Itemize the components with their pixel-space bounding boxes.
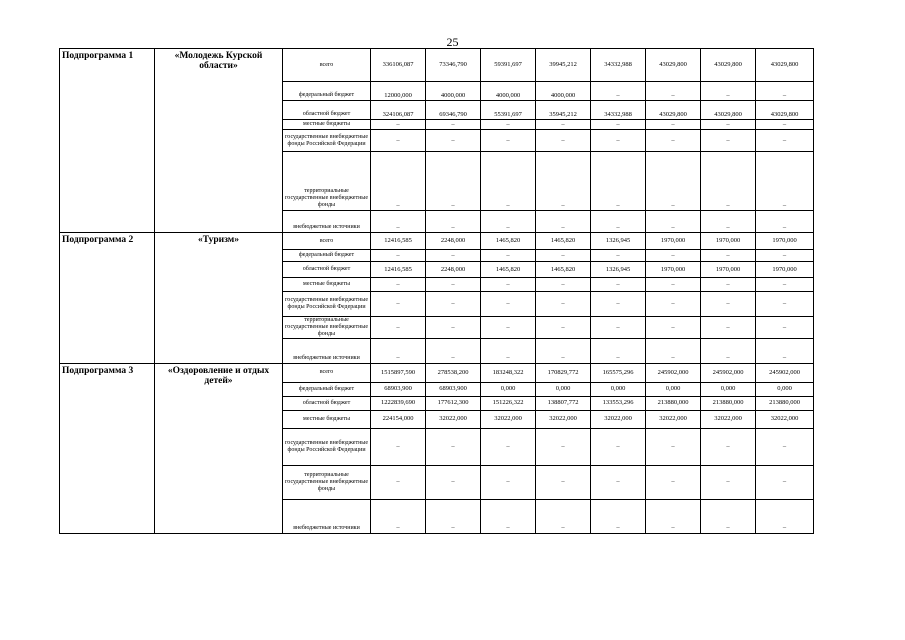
table-cell: – xyxy=(756,465,814,499)
subprogram-label: Подпрограмма 2 xyxy=(60,233,155,364)
funding-source: областной бюджет xyxy=(283,396,371,410)
table-cell: – xyxy=(701,465,756,499)
table-cell: – xyxy=(646,317,701,339)
table-cell: – xyxy=(426,211,481,233)
table-cell: 324106,087 xyxy=(371,101,426,120)
funding-source: местные бюджеты xyxy=(283,410,371,428)
budget-table xyxy=(59,48,814,534)
table-cell: 1465,820 xyxy=(536,233,591,250)
table-cell: 32022,000 xyxy=(426,410,481,428)
table-cell: – xyxy=(701,82,756,101)
table-cell: – xyxy=(481,428,536,465)
table-cell: – xyxy=(701,152,756,211)
table-cell: – xyxy=(426,317,481,339)
table-cell: – xyxy=(591,317,646,339)
table-cell: – xyxy=(756,152,814,211)
table-cell: 245902,000 xyxy=(646,363,701,382)
table-cell: – xyxy=(756,317,814,339)
table-cell: – xyxy=(756,338,814,363)
table-cell: – xyxy=(426,465,481,499)
table-cell: – xyxy=(646,130,701,152)
funding-source: территориальные государственные внебюджетные фонды xyxy=(283,317,371,339)
table-cell: – xyxy=(646,338,701,363)
funding-source: федеральный бюджет xyxy=(283,250,371,262)
table-cell: 32022,000 xyxy=(701,410,756,428)
table-cell: – xyxy=(536,120,591,130)
table-cell: 0,000 xyxy=(481,382,536,396)
table-cell: – xyxy=(591,211,646,233)
table-cell: – xyxy=(646,278,701,292)
table-cell: – xyxy=(591,82,646,101)
table-cell: – xyxy=(426,152,481,211)
table-cell: 32022,000 xyxy=(646,410,701,428)
table-row xyxy=(60,233,814,250)
table-cell: 213880,000 xyxy=(646,396,701,410)
table-cell: – xyxy=(536,292,591,317)
table-cell: – xyxy=(646,428,701,465)
table-cell: – xyxy=(536,499,591,533)
table-cell: – xyxy=(591,250,646,262)
table-cell: 336106,087 xyxy=(371,49,426,82)
table-cell: 0,000 xyxy=(701,382,756,396)
table-cell: 1465,820 xyxy=(481,233,536,250)
table-cell: – xyxy=(756,292,814,317)
table-cell: – xyxy=(701,130,756,152)
table-row xyxy=(60,363,814,382)
table-cell: – xyxy=(371,250,426,262)
table-cell: – xyxy=(481,499,536,533)
table-cell: 1326,945 xyxy=(591,233,646,250)
table-cell: 68903,900 xyxy=(426,382,481,396)
table-cell: – xyxy=(591,130,646,152)
funding-source: областной бюджет xyxy=(283,262,371,278)
table-cell: – xyxy=(646,465,701,499)
table-cell: 43029,800 xyxy=(756,101,814,120)
table-cell: – xyxy=(591,120,646,130)
table-cell: 4000,000 xyxy=(426,82,481,101)
table-cell: 73346,790 xyxy=(426,49,481,82)
table-cell: 69346,790 xyxy=(426,101,481,120)
table-cell: – xyxy=(591,292,646,317)
table-cell: – xyxy=(481,250,536,262)
table-cell: 59391,697 xyxy=(481,49,536,82)
table-cell: 68903,900 xyxy=(371,382,426,396)
table-cell: – xyxy=(371,211,426,233)
funding-source: внебюджетные источники xyxy=(283,211,371,233)
table-cell: – xyxy=(371,428,426,465)
table-cell: 0,000 xyxy=(536,382,591,396)
funding-source: местные бюджеты xyxy=(283,278,371,292)
table-cell: 133553,296 xyxy=(591,396,646,410)
table-cell: 32022,000 xyxy=(536,410,591,428)
table-cell: – xyxy=(701,428,756,465)
table-cell: – xyxy=(426,292,481,317)
table-cell: – xyxy=(646,120,701,130)
table-cell: – xyxy=(701,250,756,262)
subprogram-title: «Молодежь Курской области» xyxy=(155,49,283,233)
table-cell: – xyxy=(591,152,646,211)
table-cell: 177612,300 xyxy=(426,396,481,410)
table-cell: – xyxy=(536,428,591,465)
table-cell: – xyxy=(426,250,481,262)
table-cell: – xyxy=(481,292,536,317)
table-cell: 138807,772 xyxy=(536,396,591,410)
table-cell: – xyxy=(591,278,646,292)
table-cell: – xyxy=(646,211,701,233)
table-cell: – xyxy=(371,278,426,292)
table-cell: – xyxy=(756,428,814,465)
table-cell: 1970,000 xyxy=(646,262,701,278)
table-cell: 43029,800 xyxy=(646,49,701,82)
funding-source: федеральный бюджет xyxy=(283,82,371,101)
funding-source: всего xyxy=(283,363,371,382)
table-cell: – xyxy=(536,211,591,233)
table-cell: 12416,585 xyxy=(371,262,426,278)
table-cell: 1465,820 xyxy=(536,262,591,278)
table-cell: – xyxy=(646,152,701,211)
table-cell: 2248,000 xyxy=(426,233,481,250)
table-cell: – xyxy=(701,292,756,317)
table-cell: 213880,000 xyxy=(701,396,756,410)
table-cell: – xyxy=(646,250,701,262)
table-cell: – xyxy=(536,152,591,211)
table-cell: 0,000 xyxy=(756,382,814,396)
table-cell: – xyxy=(371,499,426,533)
table-cell: 32022,000 xyxy=(756,410,814,428)
table-cell: 245902,000 xyxy=(756,363,814,382)
table-cell: – xyxy=(536,250,591,262)
table-cell: 170829,772 xyxy=(536,363,591,382)
table-cell: 1222839,690 xyxy=(371,396,426,410)
funding-source: внебюджетные источники xyxy=(283,499,371,533)
funding-source: территориальные государственные внебюджетные фонды xyxy=(283,465,371,499)
table-cell: 43029,800 xyxy=(701,49,756,82)
table-cell: – xyxy=(591,465,646,499)
table-cell: – xyxy=(536,317,591,339)
table-cell: 43029,800 xyxy=(756,49,814,82)
table-cell: 1970,000 xyxy=(646,233,701,250)
table-cell: – xyxy=(756,130,814,152)
funding-source: государственные внебюджетные фонды Российской Федерации xyxy=(283,428,371,465)
table-cell: – xyxy=(701,120,756,130)
table-cell: – xyxy=(536,465,591,499)
table-cell: 12000,000 xyxy=(371,82,426,101)
funding-source: федеральный бюджет xyxy=(283,382,371,396)
table-cell: 4000,000 xyxy=(536,82,591,101)
table-cell: – xyxy=(481,465,536,499)
funding-source: государственные внебюджетные фонды Российской Федерации xyxy=(283,292,371,317)
table-cell: 43029,800 xyxy=(701,101,756,120)
table-cell: – xyxy=(481,120,536,130)
table-cell: 1326,945 xyxy=(591,262,646,278)
page-number: 25 xyxy=(446,35,459,49)
table-row xyxy=(60,49,814,82)
table-cell: – xyxy=(756,82,814,101)
table-cell: – xyxy=(591,499,646,533)
table-cell: – xyxy=(536,338,591,363)
table-cell: – xyxy=(426,130,481,152)
subprogram-title: «Туризм» xyxy=(155,233,283,364)
table-cell: 43029,800 xyxy=(646,101,701,120)
funding-source: местные бюджеты xyxy=(283,120,371,130)
table-cell: 1970,000 xyxy=(756,233,814,250)
table-cell: – xyxy=(481,278,536,292)
table-cell: – xyxy=(536,278,591,292)
table-cell: – xyxy=(371,317,426,339)
table-cell: – xyxy=(701,317,756,339)
table-cell: 151226,322 xyxy=(481,396,536,410)
table-cell: – xyxy=(646,499,701,533)
table-cell: – xyxy=(756,278,814,292)
table-cell: 165575,296 xyxy=(591,363,646,382)
table-cell: – xyxy=(426,120,481,130)
table-cell: 12416,585 xyxy=(371,233,426,250)
table-cell: – xyxy=(426,338,481,363)
table-cell: 32022,000 xyxy=(481,410,536,428)
table-cell: – xyxy=(481,130,536,152)
table-cell: 0,000 xyxy=(646,382,701,396)
table-cell: – xyxy=(756,120,814,130)
table-cell: 183248,322 xyxy=(481,363,536,382)
table-cell: 35945,212 xyxy=(536,101,591,120)
table-cell: 1465,820 xyxy=(481,262,536,278)
table-cell: 213880,000 xyxy=(756,396,814,410)
table-cell: – xyxy=(701,338,756,363)
table-cell: – xyxy=(756,250,814,262)
table-cell: – xyxy=(371,152,426,211)
subprogram-label: Подпрограмма 1 xyxy=(60,49,155,233)
table-cell: 278538,200 xyxy=(426,363,481,382)
table-cell: – xyxy=(426,428,481,465)
table-cell: – xyxy=(646,292,701,317)
table-cell: 0,000 xyxy=(591,382,646,396)
table-cell: – xyxy=(426,499,481,533)
table-cell: 34332,988 xyxy=(591,49,646,82)
table-cell: – xyxy=(646,82,701,101)
table-cell: 39945,212 xyxy=(536,49,591,82)
funding-source: всего xyxy=(283,49,371,82)
table-cell: – xyxy=(481,317,536,339)
table-cell: 245902,000 xyxy=(701,363,756,382)
table-cell: – xyxy=(536,130,591,152)
subprogram-title: «Оздоровление и отдых детей» xyxy=(155,363,283,533)
funding-source: всего xyxy=(283,233,371,250)
table-cell: – xyxy=(371,338,426,363)
table-cell: – xyxy=(371,120,426,130)
funding-source: государственные внебюджетные фонды Российской Федерации xyxy=(283,130,371,152)
table-cell: 1515897,590 xyxy=(371,363,426,382)
table-cell: 1970,000 xyxy=(756,262,814,278)
table-cell: – xyxy=(371,292,426,317)
table-cell: – xyxy=(481,152,536,211)
table-cell: – xyxy=(426,278,481,292)
table-cell: 4000,000 xyxy=(481,82,536,101)
table-cell: – xyxy=(756,211,814,233)
table-cell: 32022,000 xyxy=(591,410,646,428)
table-cell: 55391,697 xyxy=(481,101,536,120)
table-cell: – xyxy=(591,338,646,363)
table-cell: – xyxy=(701,278,756,292)
table-cell: – xyxy=(481,211,536,233)
funding-source: территориальные государственные внебюджетные фонды xyxy=(283,152,371,211)
table-cell: – xyxy=(701,499,756,533)
table-cell: 2248,000 xyxy=(426,262,481,278)
subprogram-label: Подпрограмма 3 xyxy=(60,363,155,533)
table-cell: – xyxy=(756,499,814,533)
table-cell: 1970,000 xyxy=(701,233,756,250)
table-cell: 224154,000 xyxy=(371,410,426,428)
table-cell: – xyxy=(371,130,426,152)
funding-source: областной бюджет xyxy=(283,101,371,120)
table-cell: – xyxy=(591,428,646,465)
table-cell: – xyxy=(371,465,426,499)
funding-source: внебюджетные источники xyxy=(283,338,371,363)
table-cell: 34332,988 xyxy=(591,101,646,120)
table-cell: – xyxy=(481,338,536,363)
table-cell: 1970,000 xyxy=(701,262,756,278)
table-cell: – xyxy=(701,211,756,233)
